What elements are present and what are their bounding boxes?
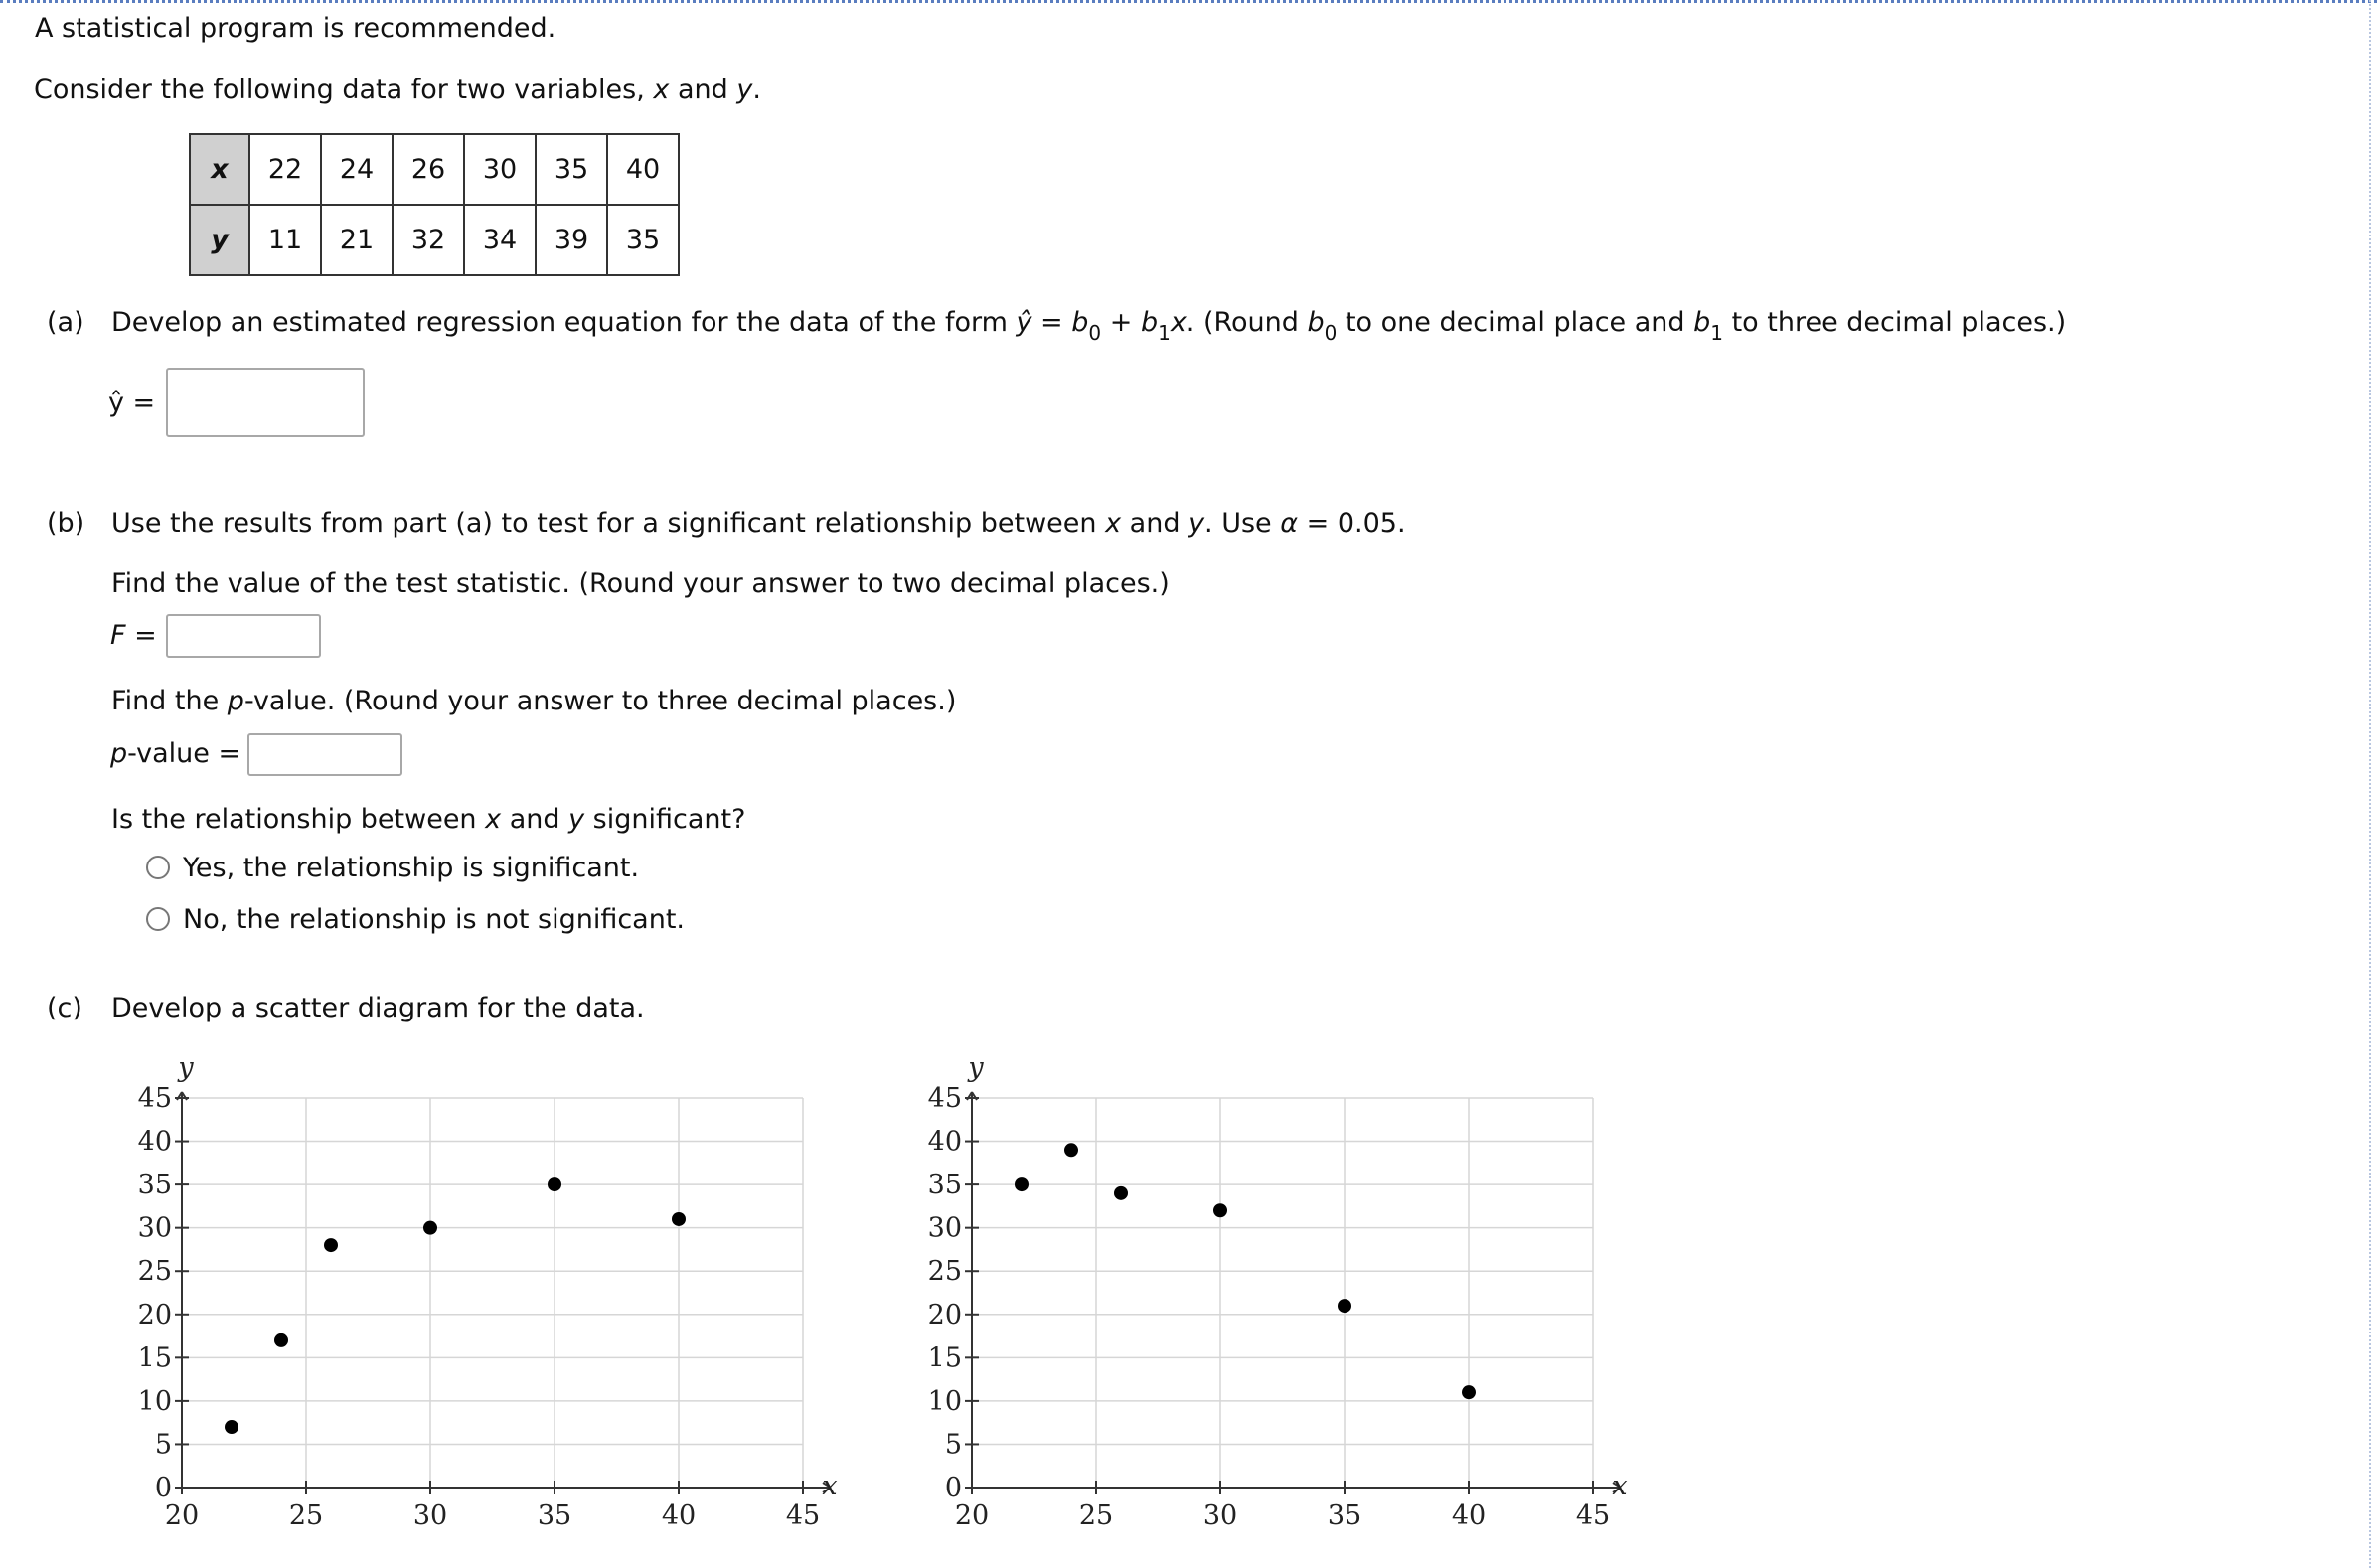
x-axis-label: x	[822, 1471, 838, 1501]
part-a-label: (a)	[47, 307, 84, 338]
x-axis-label: x	[1612, 1471, 1628, 1501]
y-tick-label: 10	[137, 1385, 172, 1417]
scatter-point	[1213, 1203, 1227, 1217]
consider-y: y	[736, 75, 753, 105]
consider-mid: and	[669, 75, 737, 105]
part-b-text3: = 0.05.	[1298, 508, 1406, 539]
right-dotted-border	[2369, 0, 2371, 1568]
part-a-sub1b: 1	[1710, 321, 1723, 345]
x-tick-label: 45	[785, 1500, 821, 1531]
question-x: x	[485, 804, 502, 835]
data-table	[189, 133, 680, 276]
y-tick-label: 35	[137, 1170, 172, 1201]
y-tick-label: 20	[927, 1299, 962, 1331]
scatter-point	[1064, 1143, 1078, 1157]
x-tick-label: 35	[1327, 1500, 1362, 1531]
y-tick-label: 15	[137, 1342, 172, 1374]
p-prompt-pre: Find the	[111, 686, 228, 716]
f-statistic-input[interactable]	[166, 614, 321, 658]
scatter-point	[225, 1420, 238, 1434]
part-a-text1: Develop an estimated regression equation for the data of the form	[111, 307, 1017, 338]
y-tick-label: 30	[927, 1212, 962, 1244]
part-a-text3: to one decimal place and	[1337, 307, 1694, 338]
y-cell: 34	[464, 205, 536, 275]
part-a-b0: b	[1071, 307, 1089, 338]
part-b-text1: Use the results from part (a) to test for a significant relationship between	[111, 508, 1106, 539]
x-tick-label: 45	[1575, 1500, 1611, 1531]
y-tick-label: 35	[927, 1170, 962, 1201]
scatter-point	[274, 1333, 288, 1347]
y-tick-label: 0	[154, 1473, 172, 1503]
significance-question	[111, 803, 745, 837]
yhat-answer-label: ŷ =	[108, 388, 156, 418]
p-label-italic: p	[110, 738, 128, 769]
p-value-input[interactable]	[247, 733, 402, 776]
part-b-text2: . Use	[1204, 508, 1281, 539]
scatter-chart-option-2[interactable]	[909, 1043, 1664, 1540]
x-tick-label: 30	[1202, 1500, 1238, 1531]
y-tick-label: 0	[944, 1473, 962, 1503]
option-yes-label[interactable]: Yes, the relationship is significant.	[183, 853, 640, 883]
y-tick-label: 5	[154, 1429, 172, 1461]
p-italic: p	[227, 686, 244, 716]
x-tick-label: 35	[537, 1500, 572, 1531]
part-a-b1: b	[1140, 307, 1159, 338]
scatter-chart-option-1[interactable]	[119, 1043, 874, 1540]
question-and: and	[501, 804, 569, 835]
scatter-point	[1015, 1177, 1029, 1191]
part-a-text4: to three decimal places.)	[1723, 307, 2067, 338]
x-tick-label: 40	[1451, 1500, 1487, 1531]
y-header-cell: y	[190, 205, 249, 275]
f-symbol: F	[110, 620, 126, 651]
part-b-and: and	[1121, 508, 1189, 539]
part-c-prompt: Develop a scatter diagram for the data.	[111, 993, 645, 1023]
x-tick-label: 25	[288, 1500, 324, 1531]
y-cell: 11	[249, 205, 321, 275]
consider-x: x	[653, 75, 670, 105]
f-eq: =	[125, 620, 157, 651]
y-tick-label: 30	[137, 1212, 172, 1244]
scatter-point	[1114, 1186, 1128, 1200]
p-label-post: -value =	[127, 738, 241, 769]
x-cell: 35	[536, 134, 607, 205]
scatter-point	[1338, 1299, 1351, 1313]
y-tick-label: 5	[944, 1429, 962, 1461]
part-a-x: x	[1170, 307, 1187, 338]
part-a-b1b: b	[1693, 307, 1711, 338]
y-tick-label: 45	[927, 1083, 962, 1114]
y-tick-label: 40	[137, 1126, 172, 1158]
p-value-label	[110, 737, 240, 771]
scatter-point	[548, 1177, 561, 1191]
consider-text	[34, 74, 761, 107]
part-b-y: y	[1188, 508, 1205, 539]
part-a-plus: +	[1101, 307, 1141, 338]
scatter-point	[423, 1221, 437, 1235]
radio-yes-significant[interactable]	[146, 856, 170, 879]
y-cell: 35	[607, 205, 679, 275]
scatter-point	[1462, 1385, 1476, 1399]
f-label	[110, 619, 157, 653]
x-tick-label: 20	[954, 1500, 990, 1531]
y-axis-label: y	[968, 1052, 984, 1083]
x-cell: 22	[249, 134, 321, 205]
part-a-eq: =	[1031, 307, 1072, 338]
y-cell: 32	[393, 205, 464, 275]
part-a-prompt	[111, 306, 2067, 345]
x-tick-label: 25	[1078, 1500, 1114, 1531]
y-axis-label: y	[178, 1052, 194, 1083]
x-cell: 30	[464, 134, 536, 205]
part-a-text2: . (Round	[1186, 307, 1308, 338]
x-tick-label: 30	[412, 1500, 448, 1531]
y-cell: 39	[536, 205, 607, 275]
part-a-sub0: 0	[1088, 321, 1102, 345]
part-a-b0b: b	[1307, 307, 1325, 338]
option-no-label[interactable]: No, the relationship is not significant.	[183, 904, 686, 935]
y-tick-label: 15	[927, 1342, 962, 1374]
consider-pre: Consider the following data for two variables,	[34, 75, 654, 105]
y-tick-label: 25	[927, 1256, 962, 1288]
x-header-cell: x	[190, 134, 249, 205]
x-cell: 26	[393, 134, 464, 205]
y-tick-label: 45	[137, 1083, 172, 1114]
part-b-x: x	[1105, 508, 1122, 539]
table-row-y	[190, 205, 679, 275]
part-b-prompt	[111, 507, 1406, 541]
p-prompt-post: -value. (Round your answer to three decimal places.)	[243, 686, 957, 716]
y-tick-label: 40	[927, 1126, 962, 1158]
x-cell: 24	[321, 134, 393, 205]
part-a-sub0b: 0	[1324, 321, 1338, 345]
question-post: significant?	[584, 804, 746, 835]
question-y: y	[568, 804, 585, 835]
question-pre: Is the relationship between	[111, 804, 486, 835]
p-value-prompt	[111, 685, 956, 718]
x-tick-label: 20	[164, 1500, 200, 1531]
table-row-x	[190, 134, 679, 205]
part-a-yhat: ŷ	[1016, 307, 1032, 338]
part-b-label: (b)	[47, 508, 85, 539]
part-c-label: (c)	[47, 993, 82, 1023]
y-cell: 21	[321, 205, 393, 275]
y-tick-label: 20	[137, 1299, 172, 1331]
part-a-sub1: 1	[1158, 321, 1171, 345]
alpha-symbol: α	[1280, 508, 1299, 539]
consider-post: .	[752, 75, 761, 105]
y-tick-label: 25	[137, 1256, 172, 1288]
x-tick-label: 40	[661, 1500, 697, 1531]
y-tick-label: 10	[927, 1385, 962, 1417]
regression-equation-input[interactable]	[166, 368, 365, 437]
scatter-point	[324, 1238, 338, 1252]
top-dotted-border	[0, 0, 2377, 3]
test-statistic-prompt: Find the value of the test statistic. (Round your answer to two decimal places.)	[111, 568, 1170, 599]
radio-no-significant[interactable]	[146, 907, 170, 931]
scatter-point	[672, 1212, 686, 1226]
intro-text: A statistical program is recommended.	[35, 13, 556, 44]
x-cell: 40	[607, 134, 679, 205]
